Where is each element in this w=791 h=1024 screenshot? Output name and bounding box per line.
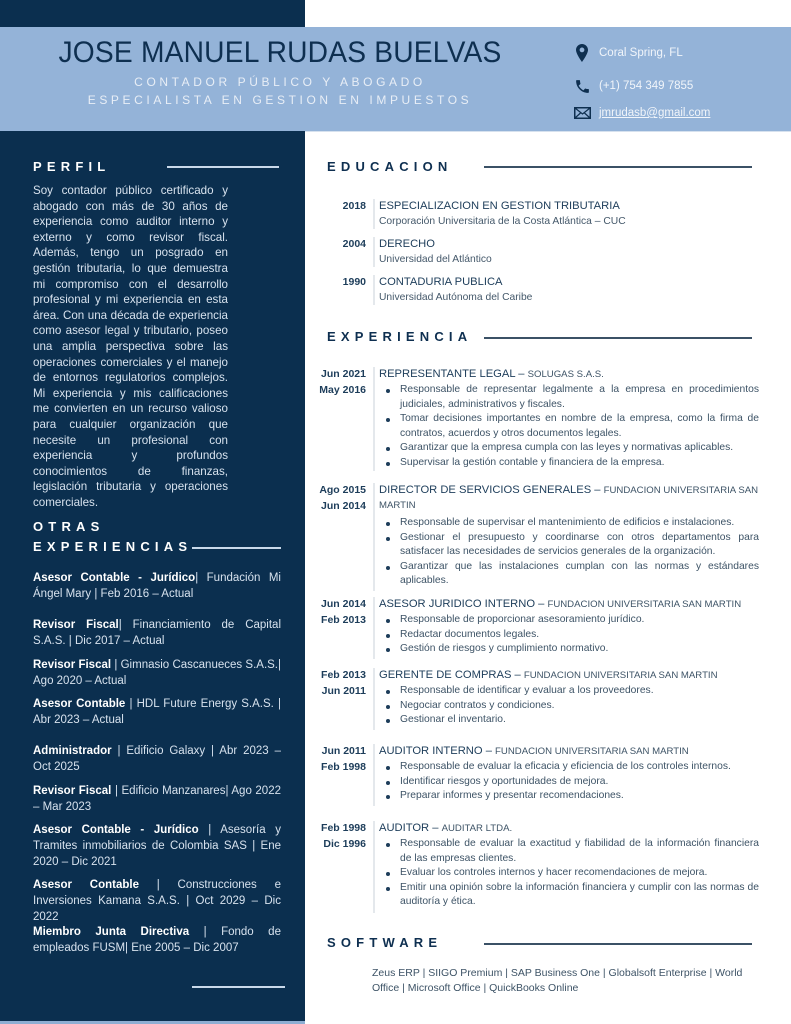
timeline-line — [373, 367, 375, 471]
experience-title: AUDITOR – AUDITAR LTDA. — [379, 822, 513, 834]
experience-dates: Jun 2011 Feb 1998 — [321, 745, 366, 773]
otras-item: Asesor Contable | Construcciones e Inversiones Kamana S.A.S. | Oct 2029 – Dic 2022 — [33, 879, 281, 923]
perfil-heading: PERFIL — [33, 159, 111, 174]
phone-icon — [573, 77, 591, 95]
experiencia-rule — [484, 337, 752, 339]
experience-title: DIRECTOR DE SERVICIOS GENERALES – FUNDACION UNIVERSITARIA SAN MARTIN — [379, 484, 759, 511]
experience-dates: Ago 2015 Jun 2014 — [319, 484, 366, 512]
education-institution: Corporación Universitaria de la Costa Atlántica – CUC — [379, 216, 626, 227]
perfil-text: Soy contador público certificado y abogado con más de 30 años de experiencia como auditor interno y externo y como revisor fiscal. Además, tengo un posgrado en gestión tributaria, lo que demuestra mi compromiso con el desarrollo profesional y mi experiencia en esta área. Con una década de experiencia como asesor legal y tributario, poseo una amplia perspectiva sobre las operaciones comerciales y el manejo de entornos regulatorios complejos. Mi experiencia y mis calificaciones me convierten en un recurso valioso para cualquier organización que necesite un profesional con experiencia y profundos conocimientos de finanzas, legislación tributaria y operaciones comerciales. — [33, 184, 228, 509]
email-link[interactable]: jmrudasb@gmail.com — [599, 107, 711, 119]
otras-item: Revisor Fiscal | Gimnasio Cascanueces S.A.S.| Ago 2020 – Actual — [33, 659, 281, 687]
otras-item: Administrador | Edificio Galaxy | Abr 2023 – Oct 2025 — [33, 745, 281, 773]
experience-dates: Jun 2021 May 2016 — [319, 368, 366, 396]
education-institution: Universidad del Atlántico — [379, 254, 492, 265]
timeline-line — [373, 199, 375, 229]
experience-title: REPRESENTANTE LEGAL – SOLUGAS S.A.S. — [379, 368, 604, 380]
experience-dates: Feb 1998 Dic 1996 — [321, 822, 366, 850]
timeline-line — [373, 821, 375, 913]
experience-title: AUDITOR INTERNO – FUNDACION UNIVERSITARIA SAN MARTIN — [379, 745, 689, 757]
otras-item: Asesor Contable - Jurídico| Fundación Mi Ángel Mary | Feb 2016 – Actual — [33, 572, 281, 600]
software-heading: SOFTWARE — [327, 935, 443, 950]
experience-bullets: Responsable de proporcionar asesoramiento jurídico. Redactar documentos legales. Gestión de riesgos y cumplimiento normativo. — [379, 613, 759, 657]
experience-bullets: Responsable de evaluar la exactitud y fiabilidad de la información financiera de las empresas clientes. Evaluar los controles internos y hacer recomendaciones de mejora. Emitir una opinión sobre la información financiera y cumplir con las normas de auditoría y ética. — [379, 837, 759, 910]
experiencia-heading: EXPERIENCIA — [327, 329, 473, 344]
educacion-rule — [484, 166, 752, 168]
contact-phone — [573, 77, 693, 95]
map-pin-icon — [573, 44, 591, 62]
timeline-line — [373, 597, 375, 659]
otras-item: Asesor Contable | HDL Future Energy S.A.S. | Abr 2023 – Actual — [33, 698, 281, 726]
timeline-line — [373, 483, 375, 591]
perfil-rule — [167, 166, 279, 168]
candidate-name: JOSE MANUEL RUDAS BUELVAS — [58, 36, 502, 69]
education-year: 1990 — [342, 276, 366, 288]
experience-bullets: Responsable de identificar y evaluar a los proveedores. Negociar contratos y condiciones. Gestionar el inventario. — [379, 684, 759, 728]
timeline-line — [373, 744, 375, 806]
otras-item: Asesor Contable - Jurídico | Asesoría y Tramites inmobiliarios de Colombia SAS | Ene 2020 – Dic 2021 — [33, 824, 281, 868]
education-year: 2004 — [342, 238, 366, 250]
experience-dates: Feb 2013 Jun 2011 — [321, 669, 366, 697]
contact-email[interactable] — [573, 104, 710, 122]
education-institution: Universidad Autónoma del Caribe — [379, 292, 533, 303]
timeline-line — [373, 237, 375, 267]
envelope-icon — [573, 104, 591, 122]
contact-location — [573, 44, 683, 62]
timeline-line — [373, 668, 375, 730]
otras-item: Revisor Fiscal | Edificio Manzanares| Ago 2022 – Mar 2023 — [33, 785, 281, 813]
otras-rule — [192, 547, 281, 549]
educacion-heading: EDUCACION — [327, 159, 453, 174]
experience-dates: Jun 2014 Feb 2013 — [321, 598, 366, 626]
subtitle-specialty: ESPECIALISTA EN GESTION EN IMPUESTOS — [87, 93, 473, 107]
phone-text: (+1) 754 349 7855 — [599, 80, 694, 92]
software-list: Zeus ERP | SIIGO Premium | SAP Business One | Globalsoft Enterprise | World Office | Microsoft Office | QuickBooks Online — [372, 967, 743, 994]
sidebar-end-rule — [192, 986, 285, 988]
timeline-line — [373, 275, 375, 305]
subtitle-profession: CONTADOR PÚBLICO Y ABOGADO — [134, 75, 426, 89]
experience-title: ASESOR JURIDICO INTERNO – FUNDACION UNIVERSITARIA SAN MARTIN — [379, 598, 742, 610]
otras-heading-line2: EXPERIENCIAS — [33, 539, 193, 554]
experience-bullets: Responsable de evaluar la eficacia y eficiencia de los controles internos. Identificar riesgos y oportunidades de mejora. Preparar informes y presentar recomendaciones. — [379, 760, 759, 804]
otras-item: Miembro Junta Directiva | Fondo de empleados FUSM| Ene 2005 – Dic 2007 — [33, 926, 281, 954]
software-rule — [484, 943, 752, 945]
education-title: DERECHO — [379, 238, 435, 250]
otras-heading-line1: OTRAS — [33, 519, 105, 534]
sidebar-background — [0, 0, 305, 1024]
experience-bullets: Responsable de representar legalmente a la empresa en procedimientos judiciales, administrativos y fiscales. Tomar decisiones importantes en nombre de la empresa, como la firma de contratos, acuerdos y otros documentos legales. Garantizar que la empresa cumpla con las leyes y normativas aplicables. Supervisar la gestión contable y financiera de la empresa. — [379, 383, 759, 470]
education-year: 2018 — [342, 200, 366, 212]
education-title: ESPECIALIZACION EN GESTION TRIBUTARIA — [379, 200, 620, 212]
education-title: CONTADURIA PUBLICA — [379, 276, 503, 288]
header-divider — [305, 131, 791, 132]
experience-bullets: Responsable de supervisar el mantenimiento de edificios e instalaciones. Gestionar el presupuesto y coordinarse con otros departamentos para satisfacer las necesidades de servicios generales de la organización. Garantizar que las instalaciones cumplan con las normas y estándares aplicables. — [379, 516, 759, 589]
location-text: Coral Spring, FL — [599, 47, 683, 59]
experience-title: GERENTE DE COMPRAS – FUNDACION UNIVERSITARIA SAN MARTIN — [379, 669, 718, 681]
otras-item: Revisor Fiscal| Financiamiento de Capital S.A.S. | Dic 2017 – Actual — [33, 619, 282, 647]
